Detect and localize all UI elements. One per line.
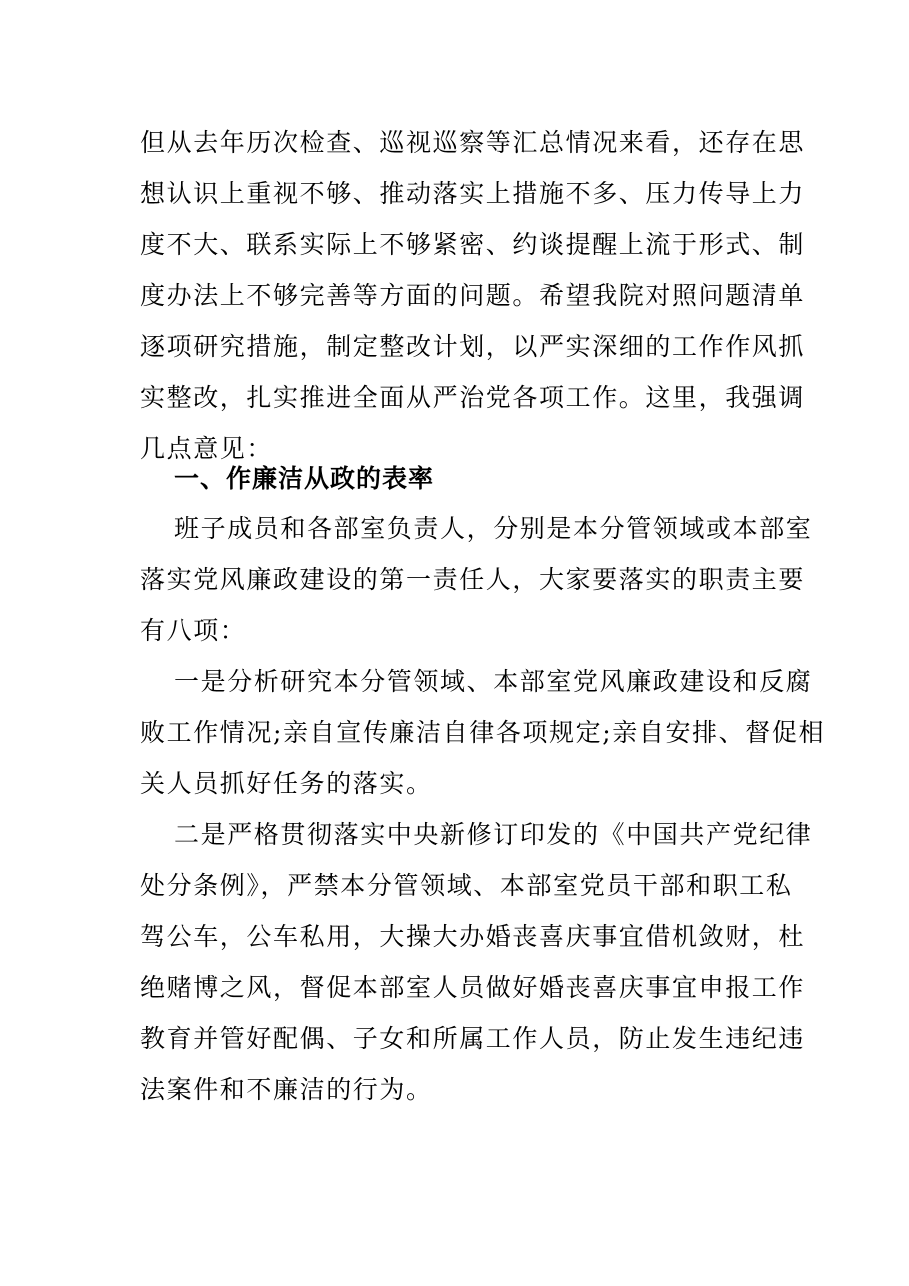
text-line: 但从去年历次检查、巡视巡察等汇总情况来看，还存在思: [140, 128, 806, 157]
text-line: 处分条例》，严禁本分管领域、本部室党员干部和职工私: [140, 871, 793, 900]
text-line: 一是分析研究本分管领域、本部室党风廉政建设和反腐: [174, 667, 813, 696]
text-line: 落实党风廉政建设的第一责任人，大家要落实的职责主要: [140, 565, 806, 594]
text-line: 关人员抓好任务的落实。: [140, 769, 433, 798]
text-line: 有八项：: [140, 616, 247, 645]
section-heading: 一、作廉洁从政的表率: [174, 464, 435, 493]
text-line: 实整改，扎实推进全面从严治党各项工作。这里，我强调: [140, 383, 806, 412]
text-line: 败工作情况;亲自宣传廉洁自律各项规定;亲自安排、督促相: [140, 718, 826, 747]
text-line: 逐项研究措施，制定整改计划，以严实深细的工作作风抓: [140, 332, 806, 361]
text-line: 二是严格贯彻落实中央新修订印发的《中国共产党纪律: [174, 820, 813, 849]
text-line: 度不大、联系实际上不够紧密、约谈提醒上流于形式、制: [140, 230, 806, 259]
text-line: 教育并管好配偶、子女和所属工作人员，防止发生违纪违: [140, 1024, 806, 1053]
text-line: 驾公车，公车私用，大操大办婚丧喜庆事宜借机敛财，杜: [140, 922, 806, 951]
text-line: 法案件和不廉洁的行为。: [140, 1075, 433, 1104]
text-line: 度办法上不够完善等方面的问题。希望我院对照问题清单: [140, 281, 806, 310]
text-line: 想认识上重视不够、推动落实上措施不多、压力传导上力: [140, 179, 806, 208]
text-line: 几点意见：: [140, 434, 274, 463]
text-line: 绝赌博之风，督促本部室人员做好婚丧喜庆事宜申报工作: [140, 973, 806, 1002]
text-line: 班子成员和各部室负责人，分别是本分管领域或本部室: [174, 514, 813, 543]
